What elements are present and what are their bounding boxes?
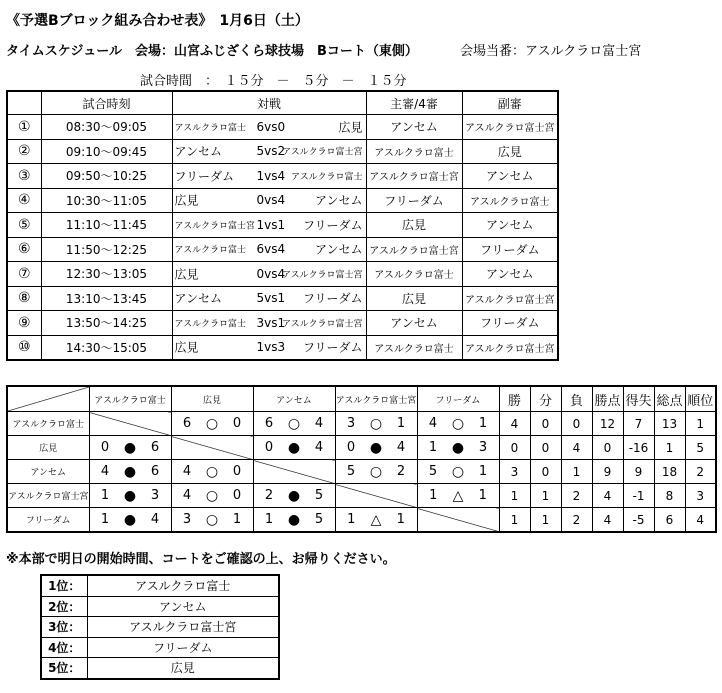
result-score <box>418 488 499 504</box>
league-team-header: フリーダム <box>417 386 499 412</box>
rank-team: アンセム <box>87 596 279 617</box>
match-number: ⑩ <box>7 335 41 360</box>
result-score <box>418 416 499 432</box>
match-score: 6vs0 <box>256 119 286 134</box>
schedule-row <box>7 311 558 336</box>
result-mark: ○ <box>451 463 465 480</box>
match-score: 1vs3 <box>256 340 286 355</box>
league-result <box>171 412 253 436</box>
league-row <box>7 484 716 508</box>
league-team-header: 広見 <box>171 386 253 412</box>
league-result <box>335 508 417 533</box>
league-result <box>171 508 253 533</box>
match-number: ④ <box>7 188 41 213</box>
referee: アスルクラロ富士宮 <box>366 164 462 189</box>
away-team: アスルクラロ富士宮 <box>282 147 363 158</box>
goals-for: 2 <box>264 487 274 503</box>
goals-for: 3 <box>182 511 192 527</box>
schedule-header: 対戦 <box>172 91 366 115</box>
schedule-row <box>7 262 558 287</box>
match-pairing <box>172 139 366 164</box>
assistant-referee: アスルクラロ富士 <box>462 188 558 213</box>
result-mark: △ <box>452 487 464 504</box>
assistant-referee: アンセム <box>462 213 558 238</box>
rank-label: 2位： <box>41 596 87 617</box>
league-result <box>89 508 171 533</box>
league-row <box>7 508 716 533</box>
match-pairing <box>172 237 366 262</box>
match-score: 1vs4 <box>256 168 286 183</box>
league-self-cell <box>417 508 499 533</box>
league-stat-header: 負 <box>561 386 592 412</box>
ranking-table <box>40 574 280 680</box>
goals-against: 1 <box>478 415 488 431</box>
league-stat: -1 <box>623 484 654 508</box>
home-team: フリーダム <box>174 169 235 184</box>
result-mark: △ <box>370 511 382 528</box>
league-stat-header: 勝点 <box>592 386 623 412</box>
league-stat: 6 <box>654 508 685 533</box>
league-stat: 0 <box>530 412 561 436</box>
result-score <box>172 416 253 432</box>
match-time: 08:30～09:05 <box>41 115 172 140</box>
league-stat: 4 <box>685 508 716 533</box>
result-score <box>90 440 171 456</box>
ranking-row <box>41 637 279 658</box>
match-time: 13:50～14:25 <box>41 311 172 336</box>
league-stat-header: 得失 <box>623 386 654 412</box>
schedule-row <box>7 164 558 189</box>
goals-for: 4 <box>182 487 192 503</box>
schedule-row <box>7 237 558 262</box>
league-result <box>253 412 335 436</box>
league-team-name: アンセム <box>7 460 89 484</box>
result-score <box>90 512 171 528</box>
schedule-header: 主審/4審 <box>366 91 462 115</box>
league-stat: 5 <box>685 436 716 460</box>
result-mark: ○ <box>205 487 219 504</box>
result-score <box>336 464 417 480</box>
league-self-cell <box>171 436 253 460</box>
league-stat: 9 <box>623 460 654 484</box>
goals-for: 1 <box>100 511 110 527</box>
goals-for: 0 <box>346 439 356 455</box>
home-team: アスルクラロ富士 <box>174 319 246 330</box>
result-mark: ○ <box>451 415 465 432</box>
goals-against: 0 <box>232 487 242 503</box>
rank-team: アスルクラロ富士宮 <box>87 617 279 638</box>
rank-team: 広見 <box>87 658 279 679</box>
league-stat: -16 <box>623 436 654 460</box>
result-score <box>336 512 417 528</box>
match-score: 0vs4 <box>256 193 286 208</box>
assistant-referee: アンセム <box>462 164 558 189</box>
match-time: 11:50～12:25 <box>41 237 172 262</box>
match-number: ⑨ <box>7 311 41 336</box>
match-number: ⑥ <box>7 237 41 262</box>
match-score: 5vs1 <box>256 291 286 306</box>
league-team-name: フリーダム <box>7 508 89 533</box>
result-mark: ○ <box>287 415 301 432</box>
referee: 広見 <box>366 213 462 238</box>
goals-for: 5 <box>346 463 356 479</box>
league-stat: 12 <box>592 412 623 436</box>
away-team: アスルクラロ富士宮 <box>282 270 363 281</box>
result-mark: ● <box>451 439 465 456</box>
league-team-name: アスルクラロ富士宮 <box>7 484 89 508</box>
home-team: 広見 <box>174 267 199 282</box>
match-pairing <box>172 188 366 213</box>
host-team-label: 会場当番：アスルクラロ富士宮 <box>460 44 642 59</box>
referee: 広見 <box>366 286 462 311</box>
referee: アンセム <box>366 311 462 336</box>
league-stat: 3 <box>499 460 530 484</box>
match-score: 0vs4 <box>256 266 286 281</box>
assistant-referee: フリーダム <box>462 311 558 336</box>
goals-against: 4 <box>314 439 324 455</box>
schedule-row <box>7 115 558 140</box>
league-stat: 0 <box>592 436 623 460</box>
league-stat: 13 <box>654 412 685 436</box>
match-score: 6vs4 <box>256 242 286 257</box>
goals-against: 4 <box>150 511 160 527</box>
rank-label: 4位： <box>41 637 87 658</box>
league-stat: 0 <box>499 436 530 460</box>
schedule-row <box>7 213 558 238</box>
league-result <box>89 436 171 460</box>
league-stat-header: 勝 <box>499 386 530 412</box>
goals-for: 0 <box>264 439 274 455</box>
match-time: 09:10～09:45 <box>41 139 172 164</box>
league-stat: 2 <box>561 484 592 508</box>
rank-label: 3位： <box>41 617 87 638</box>
result-score <box>254 488 335 504</box>
match-number: ⑤ <box>7 213 41 238</box>
league-stat: 0 <box>561 412 592 436</box>
away-team: フリーダム <box>302 218 363 233</box>
league-stat: 1 <box>654 436 685 460</box>
league-stat-header: 総点 <box>654 386 685 412</box>
referee: アンセム <box>366 115 462 140</box>
league-self-cell <box>253 460 335 484</box>
schedule-header: 試合時刻 <box>41 91 172 115</box>
schedule-venue-label: タイムスケジュール 会場：山宮ふじざくら球技場 Bコート（東側） <box>6 44 418 59</box>
schedule-header-no <box>7 91 41 115</box>
league-stat: 0 <box>530 436 561 460</box>
result-mark: ● <box>123 463 137 480</box>
league-team-name: アスルクラロ富士 <box>7 412 89 436</box>
away-team: アンセム <box>314 242 363 257</box>
away-team: アスルクラロ富士 <box>291 172 363 183</box>
page-title: 《予選Bブロック組み合わせ表》 1月6日（土） <box>6 13 309 29</box>
result-score <box>336 440 417 456</box>
match-time: 11:10～11:45 <box>41 213 172 238</box>
assistant-referee: フリーダム <box>462 237 558 262</box>
goals-for: 1 <box>428 439 438 455</box>
goals-for: 5 <box>428 463 438 479</box>
goals-for: 1 <box>100 487 110 503</box>
result-mark: ● <box>287 511 301 528</box>
away-team: フリーダム <box>302 291 363 306</box>
goals-against: 5 <box>314 511 324 527</box>
goals-against: 1 <box>478 487 487 503</box>
league-team-header: アスルクラロ富士 <box>89 386 171 412</box>
result-score <box>254 512 335 528</box>
goals-for: 0 <box>100 439 110 455</box>
match-time-label: 試合時間 ： １５分 － ５分 － １５分 <box>140 74 407 89</box>
league-corner <box>7 386 89 412</box>
schedule-header-row <box>7 91 558 115</box>
match-time: 13:10～13:45 <box>41 286 172 311</box>
match-score: 1vs1 <box>256 217 286 232</box>
away-team: フリーダム <box>302 340 363 355</box>
result-mark: ● <box>287 487 301 504</box>
goals-against: 6 <box>150 463 160 479</box>
referee: アスルクラロ富士 <box>366 262 462 287</box>
league-result <box>171 460 253 484</box>
schedule-row <box>7 188 558 213</box>
home-team: 広見 <box>174 340 199 355</box>
home-team: アスルクラロ富士 <box>174 245 246 256</box>
league-team-header: アンセム <box>253 386 335 412</box>
goals-against: 5 <box>314 487 324 503</box>
result-mark: ○ <box>205 415 219 432</box>
match-time: 14:30～15:05 <box>41 335 172 360</box>
match-pairing <box>172 286 366 311</box>
match-score: 3vs1 <box>256 315 286 330</box>
result-mark: ● <box>123 487 137 504</box>
league-stat: 18 <box>654 460 685 484</box>
league-stat: 9 <box>592 460 623 484</box>
result-score <box>90 488 171 504</box>
home-team: 広見 <box>174 193 199 208</box>
result-mark: ● <box>369 439 383 456</box>
referee: フリーダム <box>366 188 462 213</box>
goals-for: 3 <box>346 415 356 431</box>
result-mark: ○ <box>369 463 383 480</box>
goals-for: 1 <box>347 511 356 527</box>
league-result <box>417 460 499 484</box>
referee: アスルクラロ富士 <box>366 335 462 360</box>
referee: アスルクラロ富士 <box>366 139 462 164</box>
goals-against: 1 <box>478 463 488 479</box>
goals-against: 0 <box>232 415 242 431</box>
goals-for: 6 <box>264 415 274 431</box>
goals-for: 4 <box>428 415 438 431</box>
league-row <box>7 436 716 460</box>
result-score <box>172 512 253 528</box>
result-score <box>172 464 253 480</box>
league-result <box>335 412 417 436</box>
goals-for: 1 <box>429 487 438 503</box>
rank-label: 5位： <box>41 658 87 679</box>
match-number: ③ <box>7 164 41 189</box>
assistant-referee: アスルクラロ富士宮 <box>462 286 558 311</box>
home-team: アスルクラロ富士 <box>174 123 246 134</box>
away-team: アスルクラロ富士宮 <box>282 319 363 330</box>
match-time: 12:30～13:05 <box>41 262 172 287</box>
result-score <box>418 440 499 456</box>
ranking-row <box>41 617 279 638</box>
match-time: 09:50～10:25 <box>41 164 172 189</box>
schedule-table <box>6 90 559 361</box>
league-stat: 3 <box>685 484 716 508</box>
result-score <box>254 416 335 432</box>
goals-against: 3 <box>478 439 488 455</box>
league-stat: 7 <box>623 412 654 436</box>
match-pairing <box>172 115 366 140</box>
league-result <box>335 460 417 484</box>
league-result <box>89 484 171 508</box>
league-result <box>253 508 335 533</box>
assistant-referee: アンセム <box>462 262 558 287</box>
match-pairing <box>172 335 366 360</box>
league-row <box>7 412 716 436</box>
match-pairing <box>172 213 366 238</box>
match-number: ⑦ <box>7 262 41 287</box>
league-result <box>417 412 499 436</box>
match-pairing <box>172 262 366 287</box>
goals-against: 1 <box>232 511 242 527</box>
result-mark: ○ <box>205 463 219 480</box>
league-stat-header: 分 <box>530 386 561 412</box>
league-self-cell <box>335 484 417 508</box>
rank-team: アスルクラロ富士 <box>87 575 279 596</box>
league-stat: 1 <box>530 508 561 533</box>
league-team-header: アスルクラロ富士宮 <box>335 386 417 412</box>
schedule-row <box>7 139 558 164</box>
result-mark: ○ <box>369 415 383 432</box>
league-row <box>7 460 716 484</box>
match-time: 10:30～11:05 <box>41 188 172 213</box>
ranking-row <box>41 658 279 679</box>
goals-against: 4 <box>314 415 324 431</box>
league-stat: 0 <box>530 460 561 484</box>
league-stat: 4 <box>499 412 530 436</box>
goals-against: 0 <box>232 463 242 479</box>
schedule-header: 副審 <box>462 91 558 115</box>
result-mark: ● <box>287 439 301 456</box>
league-team-name: 広見 <box>7 436 89 460</box>
result-score <box>336 416 417 432</box>
goals-against: 4 <box>396 439 406 455</box>
league-result <box>417 484 499 508</box>
assistant-referee: 広見 <box>462 139 558 164</box>
result-mark: ● <box>123 511 137 528</box>
assistant-referee: アスルクラロ富士宮 <box>462 115 558 140</box>
league-stat: 4 <box>592 508 623 533</box>
goals-for: 6 <box>182 415 192 431</box>
goals-for: 1 <box>264 511 274 527</box>
league-stat: 1 <box>530 484 561 508</box>
league-stat: 1 <box>499 508 530 533</box>
league-stat: 1 <box>499 484 530 508</box>
home-team: アスルクラロ富士宮 <box>174 221 255 232</box>
league-result <box>253 436 335 460</box>
league-stat: 2 <box>685 460 716 484</box>
league-stat: 1 <box>561 460 592 484</box>
result-score <box>418 464 499 480</box>
result-score <box>172 488 253 504</box>
result-mark: ● <box>123 439 137 456</box>
notice-text: ※本部で明日の開始時間、コートをご確認の上、お帰りください。 <box>6 552 396 567</box>
schedule-row <box>7 335 558 360</box>
league-table <box>6 385 717 533</box>
goals-against: 2 <box>396 463 406 479</box>
away-team: アンセム <box>314 193 363 208</box>
assistant-referee: アスルクラロ富士宮 <box>462 335 558 360</box>
away-team: 広見 <box>338 120 363 135</box>
goals-against: 1 <box>396 415 406 431</box>
league-header-row <box>7 386 716 412</box>
goals-for: 4 <box>100 463 110 479</box>
goals-for: 4 <box>182 463 192 479</box>
result-mark: ○ <box>205 511 219 528</box>
schedule-row <box>7 286 558 311</box>
league-stat: 4 <box>592 484 623 508</box>
league-stat: -5 <box>623 508 654 533</box>
league-stat: 8 <box>654 484 685 508</box>
league-result <box>171 484 253 508</box>
goals-against: 3 <box>150 487 160 503</box>
match-pairing <box>172 311 366 336</box>
home-team: アンセム <box>174 144 223 159</box>
home-team: アンセム <box>174 291 223 306</box>
league-result <box>253 484 335 508</box>
league-stat: 2 <box>561 508 592 533</box>
result-score <box>254 440 335 456</box>
result-score <box>90 464 171 480</box>
league-stat: 4 <box>561 436 592 460</box>
league-stat: 1 <box>685 412 716 436</box>
league-self-cell <box>89 412 171 436</box>
match-number: ① <box>7 115 41 140</box>
league-stat-header: 順位 <box>685 386 716 412</box>
match-number: ⑧ <box>7 286 41 311</box>
rank-label: 1位： <box>41 575 87 596</box>
goals-against: 6 <box>150 439 160 455</box>
match-pairing <box>172 164 366 189</box>
referee: アスルクラロ富士宮 <box>366 237 462 262</box>
league-result <box>89 460 171 484</box>
match-score: 5vs2 <box>256 144 286 159</box>
ranking-row <box>41 575 279 596</box>
goals-against: 1 <box>396 511 405 527</box>
league-result <box>417 436 499 460</box>
ranking-row <box>41 596 279 617</box>
league-result <box>335 436 417 460</box>
match-number: ② <box>7 139 41 164</box>
rank-team: フリーダム <box>87 637 279 658</box>
